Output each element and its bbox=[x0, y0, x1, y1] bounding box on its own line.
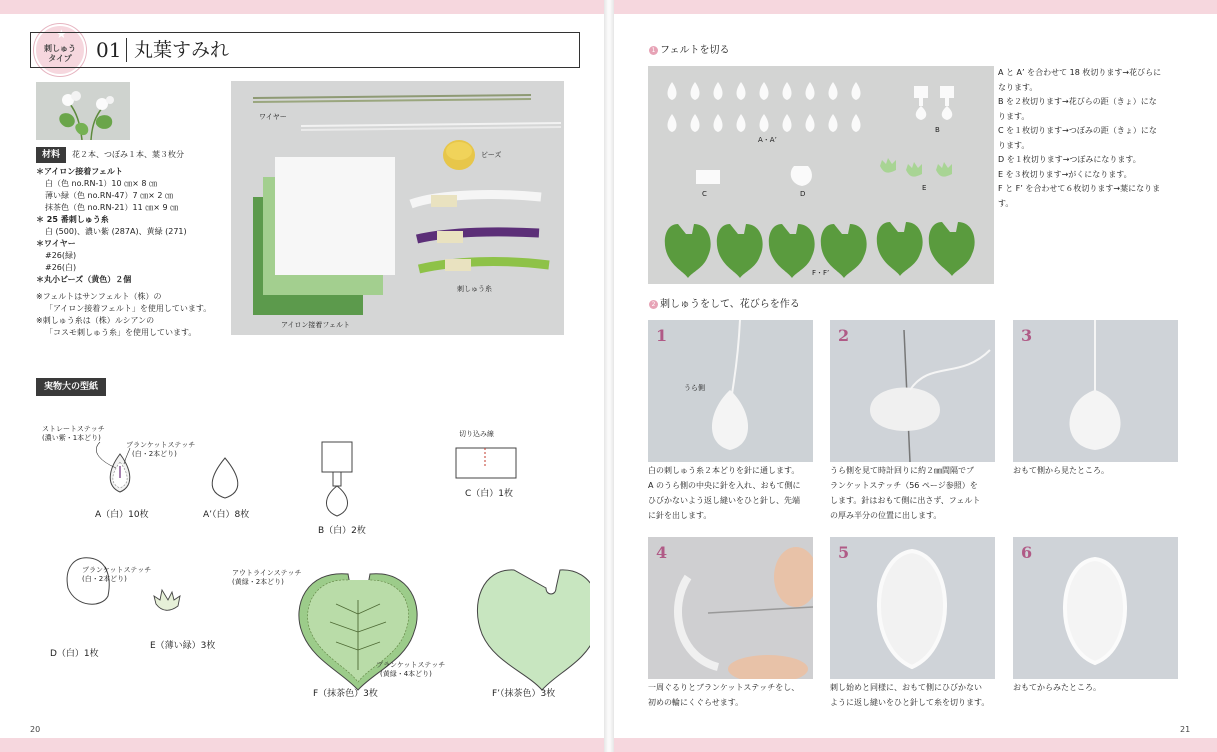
note-line: ※刺しゅう糸は（株）ルシアンの bbox=[36, 316, 155, 325]
materials-photo bbox=[231, 81, 564, 335]
label-c: C（白）1枚 bbox=[465, 489, 514, 499]
cut-line: A と A’ を合わせて 18 枚切ります→花びらに bbox=[998, 68, 1162, 77]
step-photo-3 bbox=[1013, 320, 1178, 462]
material-item: 薄い緑（色 no.RN-47）7 ㎝× 2 ㎝ bbox=[45, 191, 174, 200]
star-icon: ★ bbox=[56, 27, 67, 41]
section2-number: 2 bbox=[649, 300, 658, 309]
a-blanket-label: ブランケットステッチ bbox=[126, 441, 196, 449]
material-item: 抹茶色（色 no.RN-21）11 ㎝× 9 ㎝ bbox=[45, 203, 179, 212]
d-blanket-sub: (白・2本どり) bbox=[82, 575, 127, 583]
note-line: 「アイロン接着フェルト」を使用しています。 bbox=[45, 304, 212, 313]
section1-number: 1 bbox=[649, 46, 658, 55]
materials-list bbox=[36, 166, 226, 286]
f-outline-sub: (黄緑・2本どり) bbox=[232, 578, 284, 586]
notes bbox=[36, 291, 226, 339]
page-number-left: 20 bbox=[30, 725, 41, 734]
step-photo-1 bbox=[648, 320, 813, 462]
materials-tag: 材料 bbox=[36, 147, 66, 163]
label-felt: アイロン接着フェルト bbox=[281, 321, 351, 329]
f-outline-label: アウトラインステッチ bbox=[232, 569, 302, 577]
section1-title: フェルトを切る bbox=[660, 45, 730, 56]
label-a: A（白）10枚 bbox=[95, 510, 149, 520]
f-blanket-sub: (黄緑・4本どり) bbox=[380, 670, 432, 678]
flower-illustration bbox=[36, 82, 130, 140]
material-item: 白（色 no.RN-1）10 ㎝× 8 ㎝ bbox=[45, 179, 158, 188]
material-item: #26(緑) bbox=[45, 251, 77, 260]
c-cut-label: 切り込み線 bbox=[459, 430, 494, 438]
material-item: ＊ 25 番刺しゅう糸 bbox=[36, 215, 109, 224]
cut-line: D を１枚切ります→つぼみになります。 bbox=[998, 155, 1141, 164]
page-gutter bbox=[604, 0, 614, 752]
cut-line: C を１枚切ります→つぼみの距（きょ）にな bbox=[998, 126, 1157, 135]
step-text-4: 一周ぐるりとブランケットステッチをし、 初めの輪にくぐらせます。 bbox=[648, 683, 800, 707]
step-number: 3 bbox=[1021, 326, 1033, 345]
step-number: 4 bbox=[656, 543, 668, 562]
step-photo-2 bbox=[830, 320, 995, 462]
step-text-2: うら側を見て時計回りに約２㎜間隔でブ ランケットステッチ（56 ページ参照）を します。針はおもて側に出さず、フェルト の厚み半分の位置に出します。 bbox=[830, 466, 981, 520]
pattern-drawings bbox=[30, 400, 590, 720]
step-number: 5 bbox=[838, 543, 850, 562]
material-item: ＊ワイヤー bbox=[36, 239, 76, 248]
cut-line: E を３枚切ります→がくになります。 bbox=[998, 169, 1132, 179]
step-text-1: 白の刺しゅう糸２本どりを針に通します。 A のうら側の中央に針を入れ、おもて側に ひびかないよう返し縫いをひと針し、先端 に針を出します。 bbox=[648, 466, 801, 520]
cut-felt-photo bbox=[648, 66, 994, 284]
f-blanket-label: ブランケットステッチ bbox=[376, 661, 446, 669]
step-photo-6 bbox=[1013, 537, 1178, 679]
step-number: 2 bbox=[838, 326, 850, 345]
badge-line2: タイプ bbox=[48, 54, 72, 63]
label-e: E（薄い緑）3枚 bbox=[150, 641, 216, 651]
label-beads: ビーズ bbox=[481, 151, 502, 159]
label-wire: ワイヤー bbox=[259, 113, 287, 121]
a-blanket-sub: (白・2本どり) bbox=[132, 450, 177, 458]
a-straight-sub: (濃い紫・1本どり) bbox=[42, 434, 101, 442]
cut-label-d: D bbox=[800, 190, 806, 198]
badge-line1: 刺しゅう bbox=[44, 44, 76, 53]
note-line: 「コスモ刺しゅう糸」を使用しています。 bbox=[45, 328, 197, 337]
label-f: F（抹茶色）3枚 bbox=[313, 689, 378, 699]
material-item: 白 (500)、濃い紫 (287A)、黄緑 (271) bbox=[45, 227, 187, 236]
cut-felt-illustration bbox=[648, 66, 994, 284]
label-f2: F’（抹茶色）3枚 bbox=[492, 689, 556, 699]
step-photo-4 bbox=[648, 537, 813, 679]
cut-line: B を２枚切ります→花びらの距（きょ）にな bbox=[998, 97, 1157, 106]
cut-label-a: A・A’ bbox=[758, 136, 777, 144]
cut-label-b: B bbox=[935, 126, 940, 134]
d-blanket-label: ブランケットステッチ bbox=[82, 566, 152, 574]
cut-line: ります。 bbox=[998, 140, 1030, 150]
title-divider bbox=[126, 38, 127, 62]
note-line: ※フェルトはサンフェルト（株）の bbox=[36, 292, 162, 301]
project-number: 01 bbox=[96, 38, 122, 62]
page-title: 丸葉すみれ bbox=[134, 39, 230, 61]
label-a2: A’（白）8枚 bbox=[203, 510, 250, 520]
material-item: #26(白) bbox=[45, 263, 77, 272]
material-item: ＊アイロン接着フェルト bbox=[36, 167, 123, 176]
a-straight-label: ストレートステッチ bbox=[42, 425, 105, 433]
cut-line: ります。 bbox=[998, 111, 1030, 121]
label-b: B（白）2枚 bbox=[318, 526, 366, 536]
cut-label-e: E bbox=[922, 184, 927, 192]
section2-heading bbox=[649, 298, 800, 312]
cut-label-f: F・F’ bbox=[812, 269, 830, 277]
cut-line: なります。 bbox=[998, 82, 1038, 92]
cut-label-c: C bbox=[702, 190, 707, 198]
page-number-right: 21 bbox=[1180, 725, 1191, 734]
step-photo-5 bbox=[830, 537, 995, 679]
material-item: ＊丸小ビーズ（黄色）２個 bbox=[36, 275, 132, 284]
pattern-tag: 実物大の型紙 bbox=[36, 378, 106, 396]
step-number: 1 bbox=[656, 326, 668, 345]
cut-line: す。 bbox=[998, 198, 1014, 208]
step-text-3: おもて側から見たところ。 bbox=[1013, 466, 1109, 475]
step1-back-label: うら側 bbox=[684, 384, 705, 392]
section1-heading bbox=[649, 44, 730, 58]
label-thread: 刺しゅう糸 bbox=[457, 285, 492, 293]
cut-instructions bbox=[998, 66, 1178, 211]
cut-line: F と F’ を合わせて６枚切ります→葉になりま bbox=[998, 184, 1161, 193]
section2-title: 刺しゅうをして、花びらを作る bbox=[660, 299, 800, 310]
step-text-6: おもてからみたところ。 bbox=[1013, 683, 1101, 692]
step-text-5: 刺し始めと同様に、おもて側にひびかない ように返し縫いをひと針して糸を切ります。 bbox=[830, 683, 990, 707]
materials-summary: 花２本、つぼみ１本、葉３枚分 bbox=[72, 150, 184, 159]
step-number: 6 bbox=[1021, 543, 1033, 562]
label-d: D（白）1枚 bbox=[50, 649, 99, 659]
finished-flower-photo bbox=[36, 82, 130, 140]
